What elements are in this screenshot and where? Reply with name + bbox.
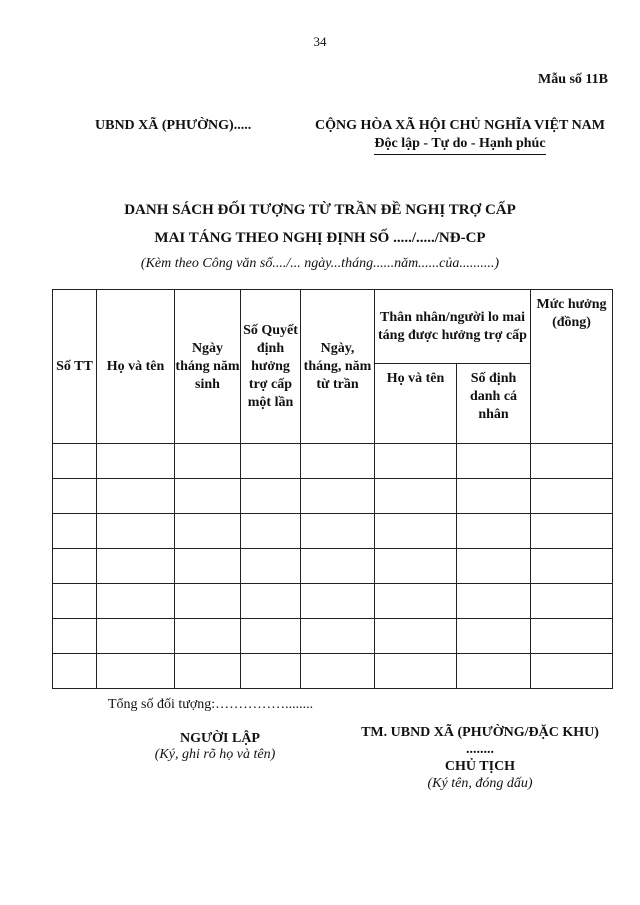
table-cell — [301, 619, 375, 654]
page-number: 34 — [313, 34, 327, 49]
nation-block — [300, 118, 620, 155]
table-cell — [531, 514, 613, 549]
table-cell — [97, 549, 175, 584]
authority-signature-block — [330, 724, 630, 792]
beneficiary-table — [52, 289, 613, 689]
header-stt: Số TT — [53, 290, 97, 444]
table-cell — [375, 514, 457, 549]
table-cell — [531, 444, 613, 479]
table-cell — [531, 549, 613, 584]
header-death-date: Ngày, tháng, năm từ trần — [301, 290, 375, 444]
table-cell — [457, 654, 531, 689]
table-cell — [241, 479, 301, 514]
table-cell — [531, 584, 613, 619]
table-cell — [301, 654, 375, 689]
header-name: Họ và tên — [97, 290, 175, 444]
document-title-line-2: MAI TÁNG THEO NGHỊ ĐỊNH SỐ ...../...../NĐ-CP — [154, 230, 486, 246]
table-cell — [531, 619, 613, 654]
table-cell — [301, 549, 375, 584]
table-cell — [241, 654, 301, 689]
table-row — [53, 479, 613, 514]
table-cell — [175, 654, 241, 689]
table-cell — [175, 444, 241, 479]
table-cell — [241, 584, 301, 619]
table-row — [53, 444, 613, 479]
table-cell — [53, 654, 97, 689]
table-cell — [531, 479, 613, 514]
document-title-line-1: DANH SÁCH ĐỐI TƯỢNG TỪ TRẦN ĐỀ NGHỊ TRỢ CẤP — [124, 202, 516, 218]
table-cell — [375, 479, 457, 514]
table-cell — [97, 654, 175, 689]
table-cell — [97, 584, 175, 619]
header-amount: Mức hưởng (đồng) — [531, 290, 613, 444]
authority-note: (Ký tên, đóng dấu) — [427, 776, 533, 791]
table-row — [53, 549, 613, 584]
header-relative-name: Họ và tên — [375, 364, 457, 444]
header-dob: Ngày tháng năm sinh — [175, 290, 241, 444]
org-name: UBND XÃ (PHƯỜNG)..... — [95, 118, 252, 133]
authority-line: TM. UBND XÃ (PHƯỜNG/ĐẶC KHU) — [361, 725, 599, 740]
table-cell — [97, 479, 175, 514]
authority-dots: ........ — [466, 742, 494, 757]
header-decision: Số Quyết định hưởng trợ cấp một lần — [241, 290, 301, 444]
table-cell — [457, 619, 531, 654]
table-cell — [375, 619, 457, 654]
table-cell — [375, 444, 457, 479]
nation-name: CỘNG HÒA XÃ HỘI CHỦ NGHĨA VIỆT NAM — [314, 118, 605, 133]
table-cell — [375, 654, 457, 689]
table-cell — [301, 444, 375, 479]
table-cell — [457, 479, 531, 514]
motto: Độc lập - Tự do - Hạnh phúc — [374, 136, 545, 155]
table-cell — [175, 549, 241, 584]
table-cell — [241, 619, 301, 654]
table-cell — [375, 549, 457, 584]
table-cell — [301, 584, 375, 619]
table-cell — [97, 619, 175, 654]
table-cell — [301, 514, 375, 549]
table-cell — [53, 619, 97, 654]
table-cell — [457, 584, 531, 619]
table-cell — [301, 479, 375, 514]
table-cell — [175, 619, 241, 654]
table-cell — [53, 584, 97, 619]
table-cell — [457, 549, 531, 584]
table-row — [53, 654, 613, 689]
total-line: Tổng số đối tượng:……………........ — [108, 697, 314, 712]
table-row — [53, 584, 613, 619]
table-body — [53, 444, 613, 689]
table-cell — [53, 444, 97, 479]
table-cell — [175, 514, 241, 549]
table-cell — [241, 514, 301, 549]
table-cell — [97, 444, 175, 479]
table-cell — [97, 514, 175, 549]
creator-title: NGƯỜI LẬP — [180, 731, 260, 746]
authority-title: CHỦ TỊCH — [444, 759, 516, 774]
table-cell — [175, 479, 241, 514]
table-cell — [53, 479, 97, 514]
table-cell — [457, 444, 531, 479]
table-cell — [53, 514, 97, 549]
table-cell — [241, 444, 301, 479]
table-row — [53, 619, 613, 654]
table-row — [53, 514, 613, 549]
table-cell — [531, 654, 613, 689]
table-cell — [375, 584, 457, 619]
table-cell — [175, 584, 241, 619]
creator-note: (Ký, ghi rõ họ và tên) — [154, 747, 276, 762]
table-cell — [241, 549, 301, 584]
table-cell — [457, 514, 531, 549]
header-relative-id: Số định danh cá nhân — [457, 364, 531, 444]
header-relative-group: Thân nhân/người lo mai táng được hưởng trợ cấp — [375, 290, 531, 364]
table-cell — [53, 549, 97, 584]
document-reference-note: (Kèm theo Công văn số..../... ngày...tháng......năm......của..........) — [140, 256, 500, 271]
form-number: Mẫu số 11B — [537, 72, 608, 87]
